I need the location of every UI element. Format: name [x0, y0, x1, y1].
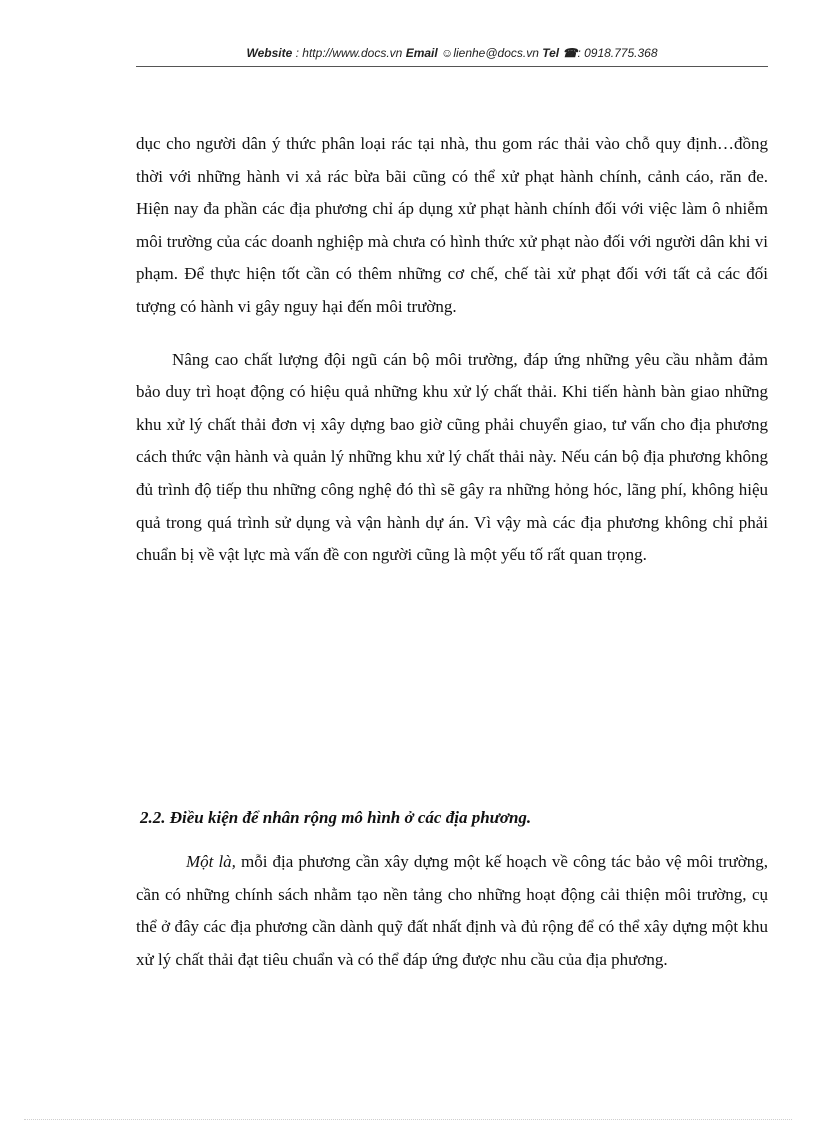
at-sign-icon: ☺ — [441, 46, 454, 60]
phone-icon: ☎ — [562, 46, 578, 60]
email-label: Email — [405, 46, 438, 60]
paragraph-3 — [136, 846, 768, 976]
paragraph-3-body: mỗi địa phương cần xây dựng một kế hoạch về công tác bảo vệ môi trường, cần có những chính sách nhằm tạo nền tảng cho những hoạt động cải thiện môi trường, cụ thể ở đây các địa phương cần dành quỹ đất nhất định và đủ rộng để có thể xây dựng một khu xử lý chất thải đạt tiêu chuẩn và có thể đáp ứng được nhu cầu của địa phương. — [136, 852, 768, 969]
page-header — [136, 46, 768, 60]
body-text — [136, 128, 768, 572]
header-divider — [136, 66, 768, 67]
tel-label: Tel — [542, 46, 560, 60]
website-label: Website — [246, 46, 293, 60]
page-bottom-border — [24, 1119, 792, 1120]
tel-value: : 0918.775.368 — [577, 46, 658, 60]
paragraph-2: Nâng cao chất lượng đội ngũ cán bộ môi trường, đáp ứng những yêu cầu nhằm đảm bảo duy trì hoạt động có hiệu quả những khu xử lý chất thải. Khi tiến hành bàn giao những khu xử lý chất thải đơn vị xây dựng bao giờ cũng phải chuyển giao, tư vấn cho địa phương cách thức vận hành và quản lý những khu xử lý chất thải này. Nếu cán bộ địa phương không đủ trình độ tiếp thu những công nghệ đó thì sẽ gây ra những hỏng hóc, lãng phí, không hiệu quả trong quá trình sử dụng và vận hành dự án. Vì vậy mà các địa phương không chỉ phải chuẩn bị về vật lực mà vấn đề con người cũng là một yếu tố rất quan trọng. — [136, 349, 768, 565]
section-heading: 2.2. Điều kiện để nhân rộng mô hình ở các địa phương. — [140, 808, 532, 827]
paragraph-3-lead: Một là, — [186, 852, 236, 871]
website-link[interactable]: http://www.docs.vn — [302, 46, 403, 60]
email-link[interactable]: lienhe@docs.vn — [453, 46, 539, 60]
website-separator: : — [292, 46, 303, 60]
paragraph-1: dục cho người dân ý thức phân loại rác tại nhà, thu gom rác thải vào chỗ quy định…đồng thời với những hành vi xả rác bừa bãi cũng có thể xử phạt hành chính, cảnh cáo, răn đe. Hiện nay đa phần các địa phương chỉ áp dụng xử phạt hành chính đối với việc làm ô nhiễm môi trường của các doanh nghiệp mà chưa có hình thức xử phạt nào đối với người dân khi vi phạm. Để thực hiện tốt cần có thêm những cơ chế, chế tài xử phạt đối với tất cả các đối tượng có hành vi gây nguy hại đến môi trường. — [136, 134, 768, 316]
